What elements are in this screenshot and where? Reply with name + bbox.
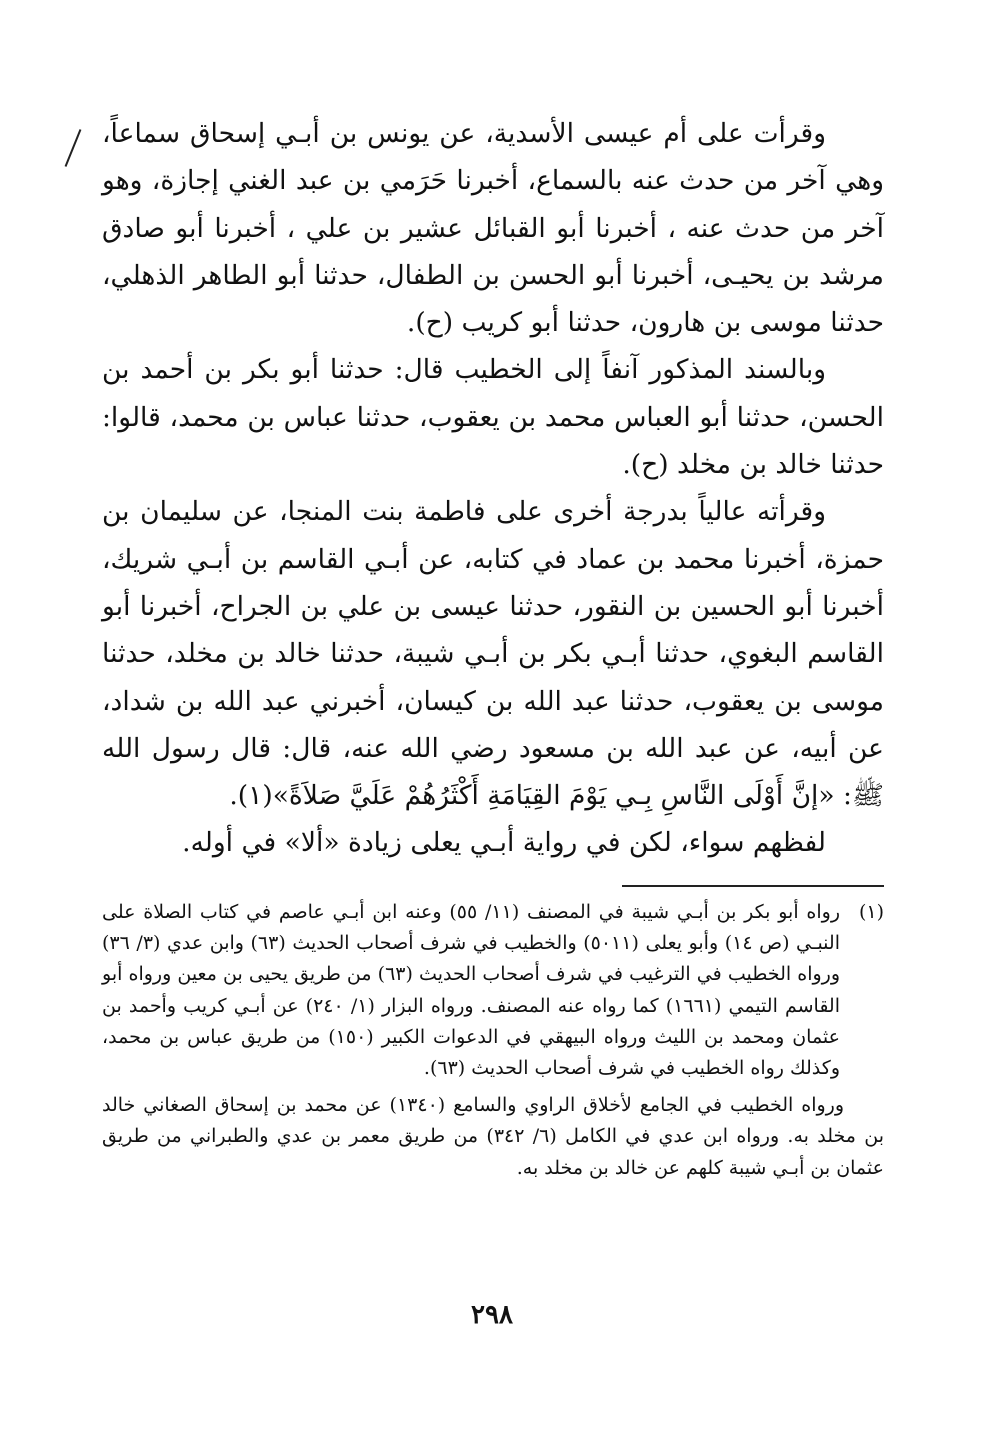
paragraph-1: وقرأت على أم عيسى الأسدية، عن يونس بن أبـي إسحاق سماعاً، وهي آخر من حدث عنه بالسماع، أخبرنا حَرَمي بن عبد الغني إجازة، وهو آخر من حدث عنه ، أخبرنا أبو القبائل عشير بن علي ، أخبرنا أبو صادق مرشد بن يحيـى، أخبرنا أبو الحسن بن الطفال، حدثنا أبو الطاهر الذهلي، حدثنا موسى بن هارون، حدثنا أبو كريب (ح). bbox=[102, 118, 884, 339]
footnote-1 bbox=[102, 897, 884, 1084]
paragraph-2: وبالسند المذكور آنفاً إلى الخطيب قال: حدثنا أبو بكر بن أحمد بن الحسن، حدثنا أبو العباس محمد بن يعقوب، حدثنا عباس بن محمد، قالوا: حدثنا خالد بن مخلد (ح). bbox=[102, 354, 884, 481]
footnote-text: رواه أبو بكر بن أبـي شيبة في المصنف (١١/ ٥٥) وعنه ابن أبـي عاصم في كتاب الصلاة على النبـي (ص ١٤) وأبو يعلى (٥٠١١) والخطيب في شرف أصحاب الحديث (٦٣) وابن عدي (٣/ ٣٦) ورواه الخطيب في الترغيب في شرف أصحاب الحديث (٦٣) من طريق يحيى بن معين ورواه أبو القاسم التيمي (١٦٦١) كما رواه عنه المصنف. ورواه البزار (١/ ٢٤٠) عن أبـي كريب وأحمد بن عثمان ومحمد بن الليث ورواه البيهقي في الدعوات الكبير (١٥٠) من طريق عباس بن محمد، وكذلك رواه الخطيب في شرف أصحاب الحديث (٦٣). bbox=[102, 901, 840, 1080]
paragraph-3: وقرأته عالياً بدرجة أخرى على فاطمة بنت المنجا، عن سليمان بن حمزة، أخبرنا محمد بن عماد في كتابه، عن أبـي القاسم بن أبـي شريك، أخبرنا أبو الحسين بن النقور، حدثنا عيسى بن علي بن الجراح، أخبرنا أبو القاسم البغوي، حدثنا أبـي بكر بن أبـي شيبة، حدثنا خالد بن مخلد، حدثنا موسى بن يعقوب، حدثنا عبد الله بن كيسان، أخبرني عبد الله بن شداد، عن أبيه، عن عبد الله بن مسعود رضي الله عنه، قال: قال رسول الله ﷺ: «إنَّ أَوْلَى النَّاسِ بِـي يَوْمَ القِيَامَةِ أَكْثَرُهُمْ عَلَيَّ صَلاَةً»(١). bbox=[102, 496, 884, 812]
paragraph-4: لفظهم سواء، لكن في رواية أبـي يعلى زيادة «ألا» في أوله. bbox=[182, 827, 826, 859]
footnotes bbox=[102, 897, 884, 1184]
footnote-number: (١) bbox=[858, 901, 884, 923]
page-number: ٢٩٨ bbox=[471, 1300, 513, 1330]
footnote-continuation: ورواه الخطيب في الجامع لأخلاق الراوي والسامع (١٣٤٠) عن محمد بن إسحاق الصغاني خالد بن مخلد به. ورواه ابن عدي في الكامل (٦/ ٣٤٢) من طريق معمر بن عدي والطبراني من طريق عثمان بن أبـي شيبة كلهم عن خالد بن مخلد به. bbox=[102, 1094, 884, 1179]
main-text bbox=[102, 110, 884, 867]
margin-mark bbox=[65, 129, 82, 167]
footnote-separator bbox=[622, 885, 884, 887]
